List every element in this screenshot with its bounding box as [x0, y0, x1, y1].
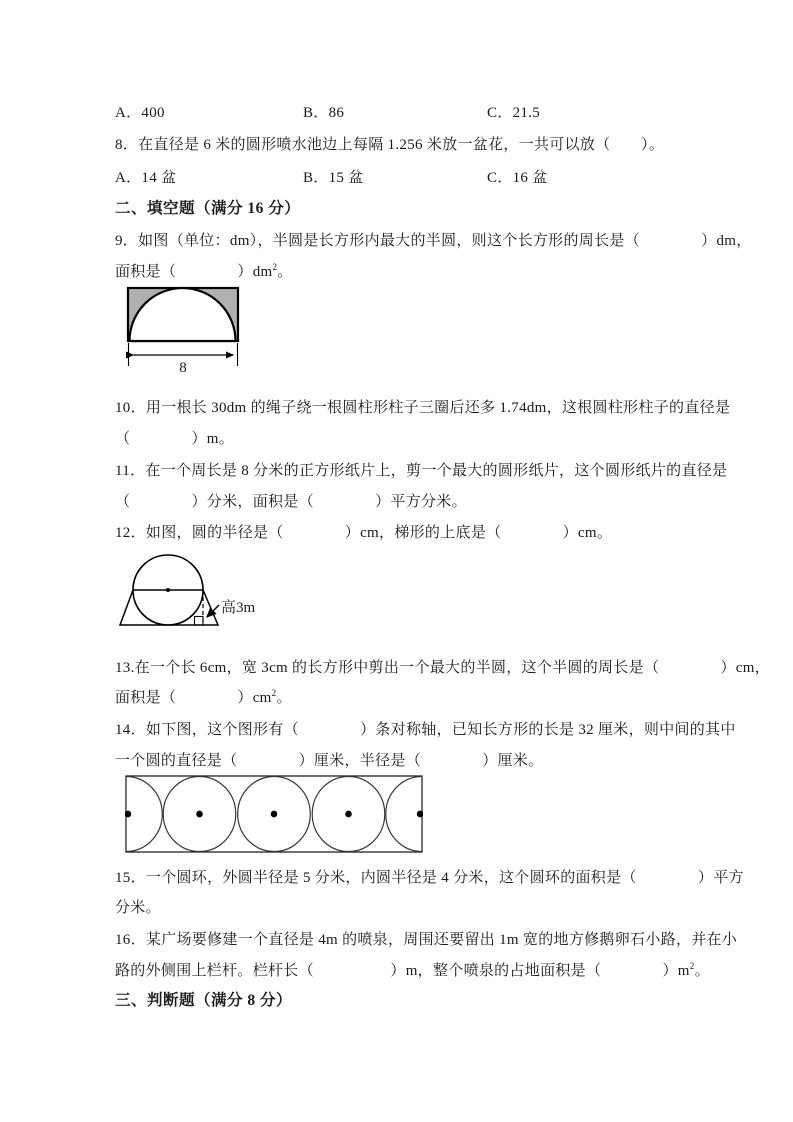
center-dot-3: [345, 811, 352, 818]
right-angle-marker: [195, 617, 204, 626]
figure-circle-trapezoid: [118, 549, 284, 635]
question-16-line1: 16．某广场要修建一个直径是 4m 的喷泉，周围还要留出 1m 宽的地方修鹅卵石小路，并在小: [115, 932, 738, 948]
q8-choice-c: C．16 盆: [487, 170, 548, 186]
left-semicircle: [126, 777, 162, 852]
q16-line2-suffix: 。: [694, 963, 710, 979]
q16-superscript: 2: [689, 961, 695, 971]
q8-choice-a: A．14 盆: [115, 170, 177, 186]
question-13-line2: [115, 688, 690, 708]
question-8-text: 8．在直径是 6 米的圆形喷水池边上每隔 1.256 米放一盆花，一共可以放（ ）。: [115, 137, 665, 153]
q7-choice-a: A．400: [115, 105, 165, 121]
q9-line2-suffix: 。: [277, 264, 293, 280]
question-14-line1: 14．如下图，这个图形有（ ）条对称轴，已知长方形的长是 32 厘米，则中间的其中: [115, 722, 736, 738]
q16-line2-prefix: 路的外侧围上栏杆。栏杆长（ ）m，整个喷泉的占地面积是（ ）m: [115, 963, 690, 979]
center-dot-right-edge: [417, 811, 423, 818]
height-label: 高3m: [221, 600, 256, 616]
question-9-line1: 9．如图（单位：dm），半圆是长方形内最大的半圆，则这个长方形的周长是（ ）dm，: [115, 233, 752, 249]
section-3-heading: 三、判断题（满分 8 分）: [115, 992, 293, 1009]
question-16-line2: [115, 961, 710, 981]
center-dot-1: [196, 811, 203, 818]
figure-circles-in-rectangle: [125, 775, 423, 853]
question-10-line2: （ ）m。: [115, 431, 235, 447]
right-semicircle: [386, 777, 422, 852]
center-dot-2: [271, 811, 278, 818]
q7-choice-b: B．86: [303, 105, 345, 121]
question-15-line1: 15．一个圆环，外圆半径是 5 分米，内圆半径是 4 分米，这个圆环的面积是（ ）平方: [115, 870, 744, 886]
q8-choice-b: B．15 盆: [303, 170, 364, 186]
section-2-heading: 二、填空题（满分 16 分）: [115, 200, 301, 217]
question-12-line1: 12．如图，圆的半径是（ ）cm，梯形的上底是（ ）cm。: [115, 525, 613, 541]
circle-center-dot: [166, 588, 170, 592]
question-14-line2: 一个圆的直径是（ ）厘米，半径是（ ）厘米。: [115, 753, 544, 769]
question-15-line2: 分米。: [115, 900, 161, 916]
dimension-label: 8: [179, 360, 187, 374]
q9-superscript: 2: [272, 262, 278, 272]
question-11-line2: （ ）分米，面积是（ ）平方分米。: [115, 494, 467, 510]
q13-line2-suffix: 。: [276, 690, 292, 706]
question-9-line2: [115, 262, 690, 282]
q7-choice-c: C．21.5: [487, 105, 541, 121]
question-13-line1: 13.在一个长 6cm，宽 3cm 的长方形中剪出一个最大的半圆，这个半圆的周长是（ ）cm，: [115, 660, 770, 676]
center-dot-left-edge: [125, 811, 131, 818]
q9-line2-prefix: 面积是（ ）dm: [115, 264, 273, 280]
question-10-line1: 10．用一根长 30dm 的绳子绕一根圆柱形柱子三圈后还多 1.74dm，这根圆柱形柱子的直径是: [115, 400, 731, 416]
question-11-line1: 11．在一个周长是 8 分米的正方形纸片上，剪一个最大的圆形纸片，这个圆形纸片的直径是: [115, 463, 728, 479]
q13-superscript: 2: [271, 688, 277, 698]
figure-semicircle-in-rectangle: [126, 286, 242, 374]
q13-line2-prefix: 面积是（ ）cm: [115, 690, 272, 706]
